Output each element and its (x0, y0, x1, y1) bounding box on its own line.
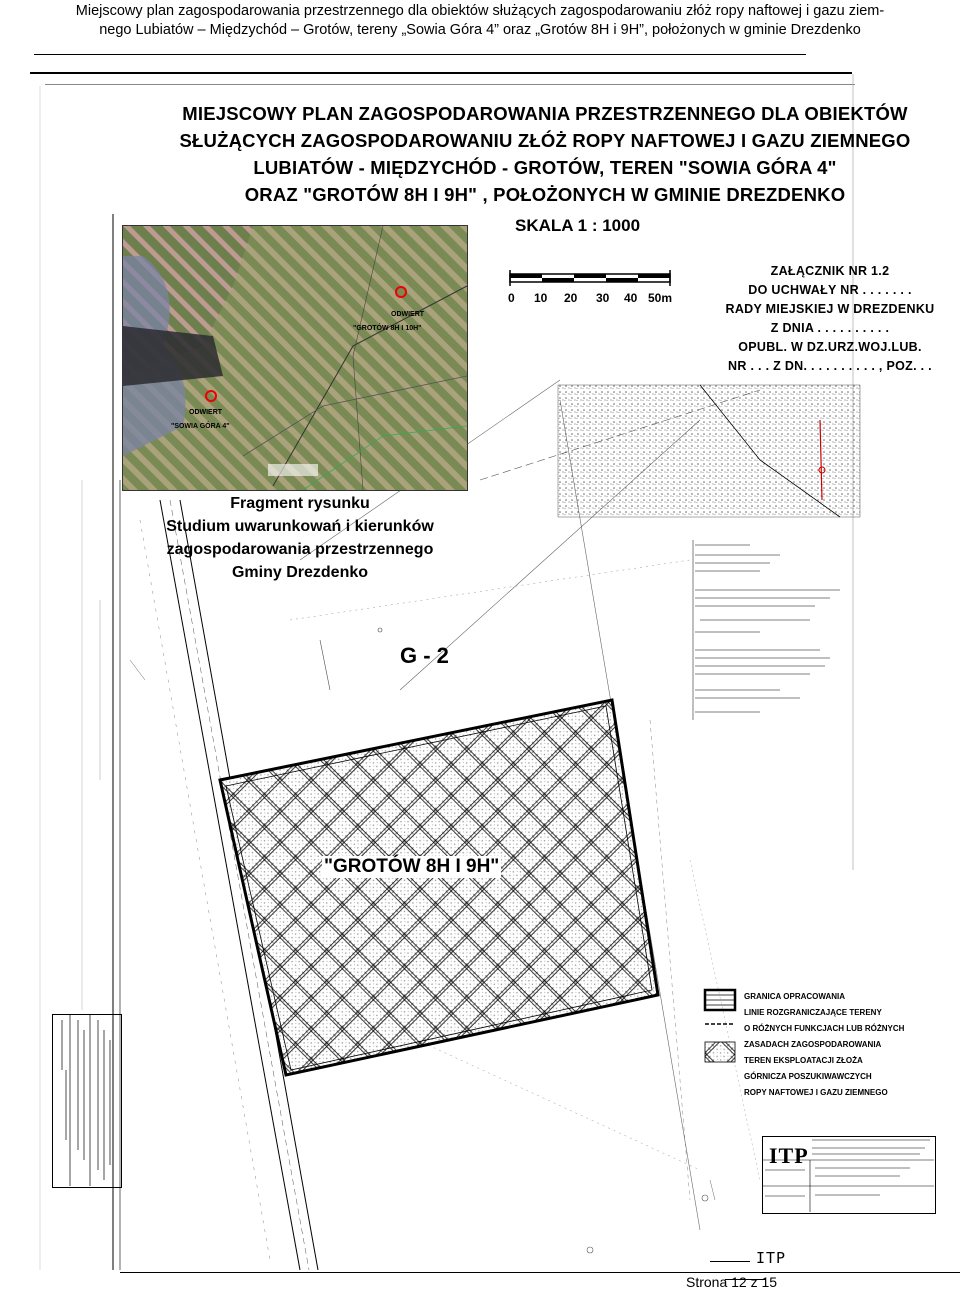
legend-item-functions: O RÓŻNYCH FUNKCJACH LUB RÓŻNYCH (744, 1024, 905, 1033)
legend-item-rules: ZASADACH ZAGOSPODAROWANIA (744, 1040, 882, 1049)
scale-tick-50m: 50m (648, 291, 673, 305)
header-line-1: Miejscowy plan zagospodarowania przestrzennego dla obiektów służących zagospodarowaniu złóż ropy naftowej i gazu ziem- (75, 3, 885, 19)
attachment-line-5: OPUBL. W DZ.URZ.WOJ.LUB. (738, 340, 922, 354)
scale-label: SKALA 1 : 1000 (515, 216, 641, 235)
inset-caption-line-1: Fragment rysunku (230, 495, 370, 512)
inset-well-1-label: ODWIERT (391, 311, 425, 318)
attachment-line-4: Z DNIA . . . . . . . . . . (770, 321, 890, 335)
left-title-strip (52, 1014, 122, 1188)
attachment-line-3: RADY MIEJSKIEJ W DREZDENKU (725, 302, 935, 316)
legend-item-lines: LINIE ROZGRANICZAJĄCE TERENY (744, 1008, 882, 1017)
attachment-line-6: NR . . . Z DN. . . . . . . . . . , POZ. . . (728, 359, 932, 373)
zone-label: G - 2 (400, 643, 449, 668)
attachment-info (710, 262, 950, 376)
inset-caption-line-3: zagospodarowania przestrzennego (166, 541, 434, 558)
scale-tick-0: 0 (508, 291, 515, 305)
itp-logo: ITP (769, 1143, 809, 1168)
page-number: Strona 12 z 15 (686, 1274, 778, 1290)
scale-tick-40: 40 (624, 291, 638, 305)
legend-item-boundary: GRANICA OPRACOWANIA (744, 992, 846, 1001)
plan-title (140, 100, 950, 208)
scale-bar (508, 270, 678, 310)
footer-company: ITP (680, 1249, 810, 1285)
inset-well-1-name: "GROTÓW 8H I 10H" (353, 325, 422, 332)
inset-well-2-label: ODWIERT (189, 409, 223, 416)
inset-caption-line-4: Gminy Drezdenko (231, 564, 369, 581)
attachment-line-1: ZAŁĄCZNIK NR 1.2 (770, 264, 890, 278)
area-label: "GROTÓW 8H I 9H" (324, 856, 500, 877)
scale-tick-30: 30 (596, 291, 610, 305)
legend-item-exploitation: TEREN EKSPLOATACJI ZŁOŻA (744, 1056, 863, 1065)
inset-caption-line-2: Studium uwarunkowań i kierunków (166, 518, 434, 535)
plan-title-line-1: MIEJSCOWY PLAN ZAGOSPODAROWANIA PRZESTRZENNEGO DLA OBIEKTÓW (182, 103, 908, 124)
attachment-line-2: DO UCHWAŁY NR . . . . . . . (748, 283, 912, 297)
footer-rule (120, 1272, 960, 1273)
study-inset-map (122, 225, 468, 491)
inset-well-2-name: "SOWIA GÓRA 4" (171, 423, 230, 430)
inset-map-image (123, 226, 467, 490)
plan-title-line-4: ORAZ "GROTÓW 8H I 9H" , POŁOŻONYCH W GMINIE DREZDENKO (244, 184, 846, 205)
scale-tick-10: 10 (534, 291, 548, 305)
plan-title-line-2: SŁUŻĄCYCH ZAGOSPODAROWANIU ZŁÓŻ ROPY NAFTOWEJ I GAZU ZIEMNEGO (179, 130, 911, 151)
legend-item-exploration: GÓRNICZA POSZUKIWAWCZYCH (744, 1072, 872, 1081)
legend-item-oil-gas: ROPY NAFTOWEJ I GAZU ZIEMNEGO (744, 1088, 888, 1097)
title-block (762, 1136, 936, 1214)
header-line-2: nego Lubiatów – Międzychód – Grotów, tereny „Sowia Góra 4” oraz „Grotów 8H i 9H”, położonych w gminie Drezdenko (99, 22, 861, 38)
inset-caption (150, 492, 450, 584)
scale-tick-20: 20 (564, 291, 578, 305)
plan-title-line-3: LUBIATÓW - MIĘDZYCHÓD - GROTÓW, TEREN "SOWIA GÓRA 4" (253, 157, 837, 178)
